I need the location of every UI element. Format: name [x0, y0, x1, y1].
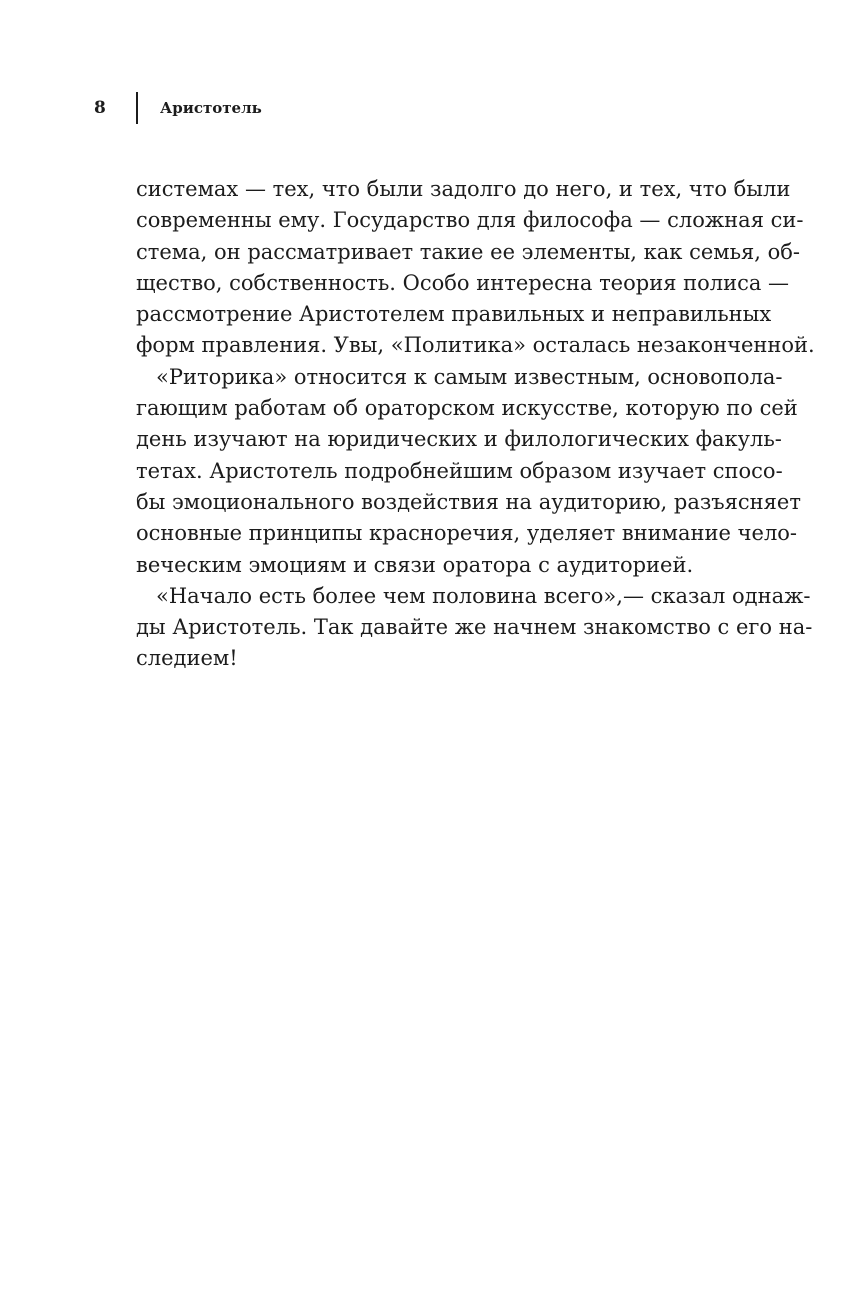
running-title: Аристотель [160, 98, 262, 117]
text-line: «Начало есть более чем половина всего»,— сказал однаж- [156, 583, 811, 608]
header-divider [136, 92, 138, 124]
text-line: рассмотрение Аристотелем правильных и неправильных [136, 302, 772, 327]
text-line: современны ему. Государство для философа — сложная си- [136, 208, 804, 233]
page-number: 8 [94, 97, 106, 118]
text-line: следием! [136, 646, 238, 671]
text-line: гающим работам об ораторском искусстве, которую по сей [136, 396, 798, 421]
text-line: форм правления. Увы, «Политика» осталась незаконченной. [136, 333, 815, 358]
text-line: системах — тех, что были задолго до него, и тех, что были [136, 177, 791, 201]
text-line: бы эмоционального воздействия на аудиторию, разъясняет [136, 489, 801, 514]
body-text [136, 174, 815, 675]
text-line: веческим эмоциям и связи оратора с аудиторией. [136, 552, 694, 577]
text-line: день изучают на юридических и филологических факуль- [136, 427, 782, 452]
text-line: основные принципы красноречия, уделяет внимание чело- [136, 521, 798, 546]
text-line: «Риторика» относится к самым известным, основопола- [156, 364, 783, 389]
text-line: стема, он рассматривает такие ее элементы, как семья, об- [136, 239, 801, 264]
running-header [94, 92, 262, 124]
text-line: тетах. Аристотель подробнейшим образом изучает спосо- [136, 458, 783, 483]
text-line: щество, собственность. Особо интересна теория полиса — [136, 270, 790, 295]
text-line: ды Аристотель. Так давайте же начнем знакомство с его на- [136, 615, 813, 640]
